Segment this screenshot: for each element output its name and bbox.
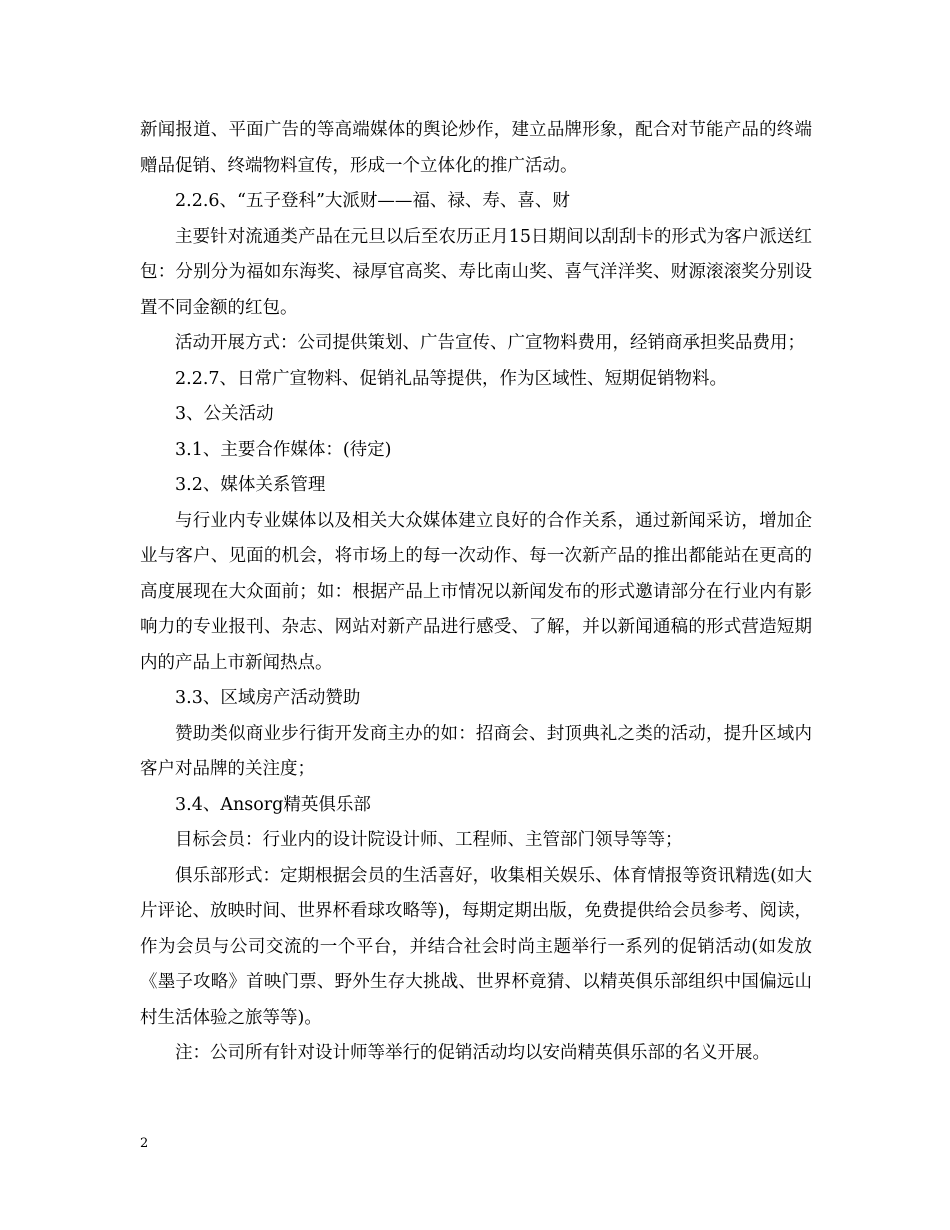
paragraph-club-format: 俱乐部形式：定期根据会员的生活喜好，收集相关娱乐、体育情报等资讯精选(如大片评论、放映时间、世界杯看球攻略等)，每期定期出版，免费提供给会员参考、阅读，作为会员与公司交流的一个平台，并结合社会时尚主题举行一系列的促销活动(如发放《墨子攻略》首映门票、野外生存大挑战、世界杯竟猜、以精英俱乐部组织中国偏远山村生活体验之旅等等)。 [140, 865, 812, 1028]
paragraph-media-relations: 与行业内专业媒体以及相关大众媒体建立良好的合作关系，通过新闻采访，增加企业与客户、见面的机会，将市场上的每一次动作、每一次新产品的推出都能站在更高的高度展现在大众面前；如：根据产品上市情况以新闻发布的形式邀请部分在行业内有影响力的专业报刊、杂志、网站对新产品进行感受、了解，并以新闻通稿的形式营造短期内的产品上市新闻热点。 [140, 510, 812, 673]
section-heading-2-2-7: 2.2.7、日常广宣物料、促销礼品等提供，作为区域性、短期促销物料。 [175, 368, 728, 389]
page-number: 2 [140, 1136, 149, 1151]
section-heading-2-2-6: 2.2.6、“五子登科”大派财——福、禄、寿、喜、财 [175, 191, 570, 211]
paragraph-note: 注：公司所有针对设计师等举行的促销活动均以安尚精英俱乐部的名义开展。 [175, 1043, 770, 1063]
section-heading-3-2: 3.2、媒体关系管理 [175, 475, 326, 495]
paragraph-red-packet-description: 主要针对流通类产品在元旦以后至农历正月15日期间以刮刮卡的形式为客户派送红包：分别分为福如东海奖、禄厚官高奖、寿比南山奖、喜气洋洋奖、财源滚滚奖分别设置不同金额的红包。 [140, 226, 812, 318]
paragraph-continuation: 新闻报道、平面广告的等高端媒体的舆论炒作，建立品牌形象，配合对节能产品的终端赠品促销、终端物料宣传，形成一个立体化的推广活动。 [140, 120, 812, 176]
document-body [140, 113, 812, 1072]
section-heading-3-3: 3.3、区域房产活动赞助 [175, 688, 361, 708]
section-heading-3-4: 3.4、Ansorg精英俱乐部 [175, 794, 371, 815]
paragraph-sponsorship: 赞助类似商业步行街开发商主办的如：招商会、封顶典礼之类的活动，提升区域内客户对品牌的关注度； [140, 723, 812, 779]
section-heading-3: 3、公关活动 [175, 404, 274, 424]
paragraph-activity-method: 活动开展方式：公司提供策划、广告宣传、广宣物料费用，经销商承担奖品费用； [175, 333, 805, 353]
paragraph-target-members: 目标会员：行业内的设计院设计师、工程师、主管部门领导等等； [175, 830, 683, 850]
section-heading-3-1: 3.1、主要合作媒体：(待定) [175, 439, 392, 460]
